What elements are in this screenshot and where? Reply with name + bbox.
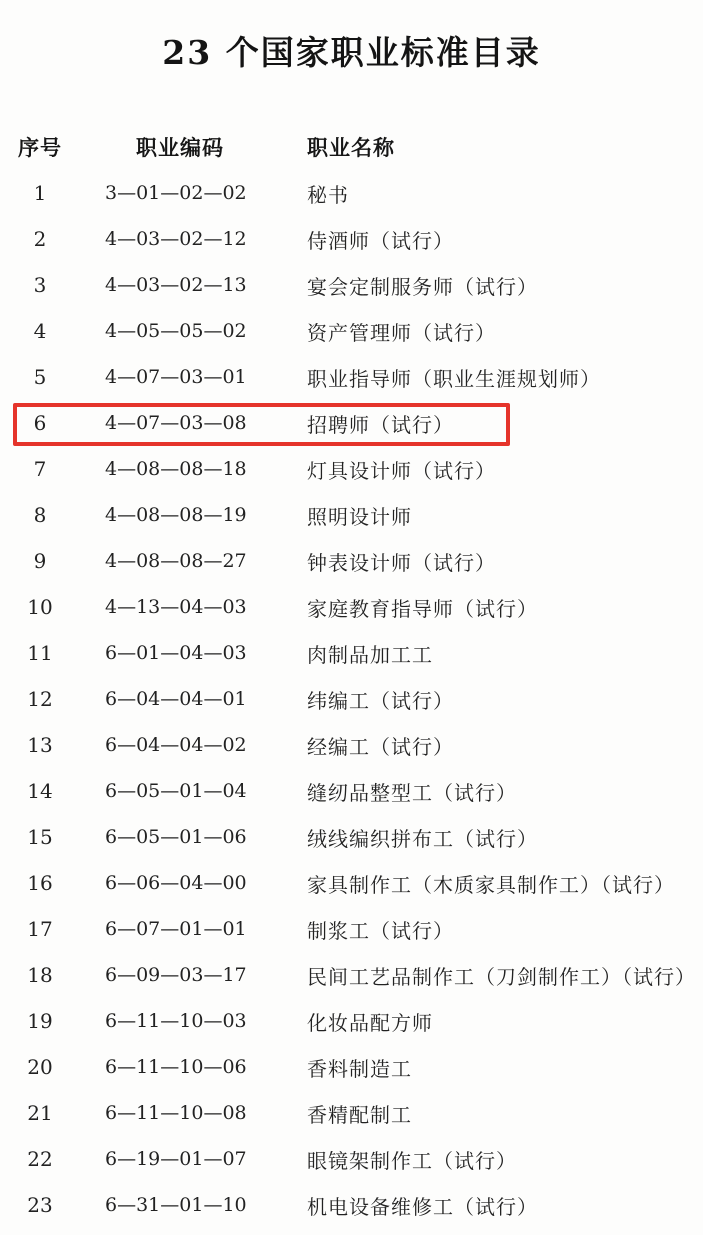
occupation-name: 侍酒师（试行） xyxy=(307,228,454,253)
row-index: 16 xyxy=(27,871,53,895)
occupation-code: 4—08—08—18 xyxy=(105,458,247,480)
table-row xyxy=(0,1182,703,1228)
row-index: 6 xyxy=(33,411,47,435)
occupation-name: 资产管理师（试行） xyxy=(307,320,496,345)
occupation-name: 香料制造工 xyxy=(307,1056,412,1081)
occupation-name: 家具制作工（木质家具制作工）（试行） xyxy=(307,872,675,897)
column-header-code: 职业编码 xyxy=(136,136,224,160)
occupation-code: 6—04—04—01 xyxy=(105,688,247,710)
occupation-name: 职业指导师（职业生涯规划师） xyxy=(307,366,601,391)
table-row xyxy=(0,170,703,216)
row-index: 3 xyxy=(33,273,47,297)
row-index: 10 xyxy=(27,595,53,619)
table-row xyxy=(0,1136,703,1182)
row-index: 5 xyxy=(33,365,47,389)
row-index: 1 xyxy=(33,181,47,205)
occupation-name: 照明设计师 xyxy=(307,504,412,529)
occupation-name: 秘书 xyxy=(307,182,349,207)
occupation-name: 经编工（试行） xyxy=(307,734,454,759)
row-index: 22 xyxy=(27,1147,53,1171)
occupation-code: 4—13—04—03 xyxy=(105,596,247,618)
occupation-name: 机电设备维修工（试行） xyxy=(307,1194,538,1219)
table-row xyxy=(0,676,703,722)
occupation-code: 6—04—04—02 xyxy=(105,734,247,756)
occupation-code: 6—31—01—10 xyxy=(105,1194,247,1216)
occupation-code: 6—05—01—04 xyxy=(105,780,247,802)
occupation-name: 香精配制工 xyxy=(307,1102,412,1127)
table-row xyxy=(0,354,703,400)
table-row xyxy=(0,446,703,492)
occupation-code: 6—11—10—03 xyxy=(105,1010,247,1032)
row-index: 13 xyxy=(27,733,53,757)
occupation-name: 绒线编织拼布工（试行） xyxy=(307,826,538,851)
row-index: 18 xyxy=(27,963,53,987)
occupation-code: 4—08—08—27 xyxy=(105,550,247,572)
table-row xyxy=(0,952,703,998)
row-index: 4 xyxy=(33,319,47,343)
occupation-code: 6—07—01—01 xyxy=(105,918,247,940)
table-row xyxy=(0,768,703,814)
occupation-code: 4—07—03—08 xyxy=(105,412,247,434)
table-row xyxy=(0,1044,703,1090)
table-row xyxy=(0,492,703,538)
table-body xyxy=(0,170,703,1228)
row-index: 2 xyxy=(33,227,47,251)
table-row xyxy=(0,860,703,906)
table-row xyxy=(0,630,703,676)
occupation-code: 6—11—10—08 xyxy=(105,1102,247,1124)
occupation-name: 肉制品加工工 xyxy=(307,642,433,667)
occupation-code: 3—01—02—02 xyxy=(105,182,247,204)
table-row xyxy=(0,998,703,1044)
occupation-name: 纬编工（试行） xyxy=(307,688,454,713)
row-index: 9 xyxy=(33,549,47,573)
occupation-code: 4—03—02—12 xyxy=(105,228,247,250)
occupation-name: 灯具设计师（试行） xyxy=(307,458,496,483)
row-index: 21 xyxy=(27,1101,53,1125)
table-row xyxy=(0,722,703,768)
occupation-code: 4—03—02—13 xyxy=(105,274,247,296)
occupation-name: 钟表设计师（试行） xyxy=(307,550,496,575)
occupation-name: 缝纫品整型工（试行） xyxy=(307,780,517,805)
row-index: 7 xyxy=(33,457,47,481)
occupation-code: 6—05—01—06 xyxy=(105,826,247,848)
table-row xyxy=(0,1090,703,1136)
table-row xyxy=(0,814,703,860)
row-index: 23 xyxy=(27,1193,53,1217)
row-index: 11 xyxy=(27,641,53,665)
occupation-name: 招聘师（试行） xyxy=(307,412,454,437)
table-row xyxy=(0,906,703,952)
occupation-code: 4—05—05—02 xyxy=(105,320,247,342)
occupation-code: 6—19—01—07 xyxy=(105,1148,247,1170)
table-row xyxy=(0,538,703,584)
row-index: 15 xyxy=(27,825,53,849)
table-row xyxy=(0,584,703,630)
column-header-index: 序号 xyxy=(18,136,62,160)
table-header xyxy=(0,131,703,163)
row-index: 12 xyxy=(27,687,53,711)
table-row-highlighted xyxy=(0,400,703,446)
occupation-code: 6—11—10—06 xyxy=(105,1056,247,1078)
occupation-name: 制浆工（试行） xyxy=(307,918,454,943)
occupation-name: 宴会定制服务师（试行） xyxy=(307,274,538,299)
table-row xyxy=(0,308,703,354)
occupation-code: 4—07—03—01 xyxy=(105,366,247,388)
occupation-name: 眼镜架制作工（试行） xyxy=(307,1148,517,1173)
table-row xyxy=(0,216,703,262)
occupation-name: 民间工艺品制作工（刀剑制作工）（试行） xyxy=(307,964,696,989)
page-title: 23 个国家职业标准目录 xyxy=(162,33,541,72)
row-index: 20 xyxy=(27,1055,53,1079)
row-index: 14 xyxy=(27,779,53,803)
table-row xyxy=(0,262,703,308)
row-index: 17 xyxy=(27,917,53,941)
row-index: 19 xyxy=(27,1009,53,1033)
column-header-name: 职业名称 xyxy=(307,136,395,160)
occupation-code: 6—01—04—03 xyxy=(105,642,247,664)
occupation-code: 4—08—08—19 xyxy=(105,504,247,526)
occupation-code: 6—09—03—17 xyxy=(105,964,247,986)
occupation-name: 化妆品配方师 xyxy=(307,1010,433,1035)
row-index: 8 xyxy=(33,503,47,527)
occupation-code: 6—06—04—00 xyxy=(105,872,247,894)
occupation-name: 家庭教育指导师（试行） xyxy=(307,596,538,621)
